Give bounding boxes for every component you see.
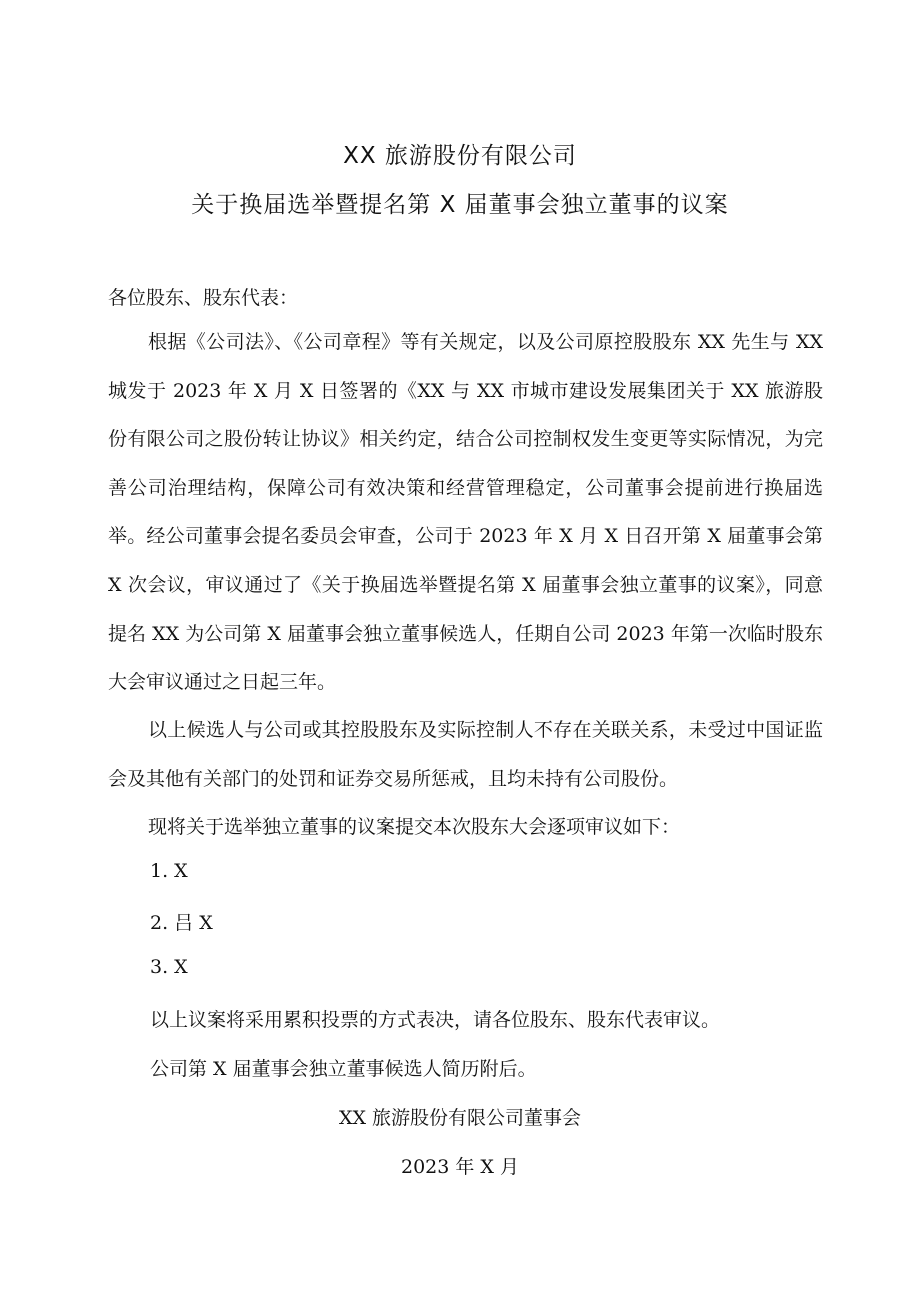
voting-method-note: 以上议案将采用累积投票的方式表决，请各位股东、股东代表审议。: [150, 1009, 721, 1031]
body-paragraph-candidate-statement: 以上候选人与公司或其控股股东及实际控制人不存在关联关系，未受过中国证监会及其他有关部门的处罚和证券交易所惩戒，且均未持有公司股份。: [108, 719, 823, 790]
signature-date: 2023 年 X 月: [401, 1156, 519, 1178]
document-title: XX 旅游股份有限公司: [343, 143, 577, 169]
salutation: 各位股东、股东代表：: [108, 287, 299, 309]
candidate-list-item: 3. X: [150, 956, 188, 978]
body-paragraph-submission: 现将关于选举独立董事的议案提交本次股东大会逐项审议如下：: [148, 816, 681, 838]
signature-organization: XX 旅游股份有限公司董事会: [338, 1107, 582, 1129]
candidate-list-item: 1. X: [150, 860, 188, 882]
resume-attached-note: 公司第 X 届董事会独立董事候选人简历附后。: [150, 1058, 537, 1080]
body-paragraph-background: 根据《公司法》、《公司章程》等有关规定，以及公司原控股股东 XX 先生与 XX 城发于 2023 年 X 月 X 日签署的《XX 与 XX 市城市建设发展集团关于 XX 旅游股份有限公司之股份转让协议》相关约定，结合公司控制权发生变更等实际情况，为完善公司治理结构，保障公司有效决策和经营管理稳定，公司董事会提前进行换届选举。经公司董事会提名委员会审查，公司于 2023 年 X 月 X 日召开第 X 届董事会第 X 次会议，审议通过了《关于换届选举暨提名第 X 届董事会独立董事的议案》，同意提名 XX 为公司第 X 届董事会独立董事候选人，任期自公司 2023 年第一次临时股东大会审议通过之日起三年。: [108, 331, 823, 694]
candidate-list-item: 2. 吕 X: [150, 912, 213, 934]
document-subtitle: 关于换届选举暨提名第 X 届董事会独立董事的议案: [191, 192, 729, 218]
